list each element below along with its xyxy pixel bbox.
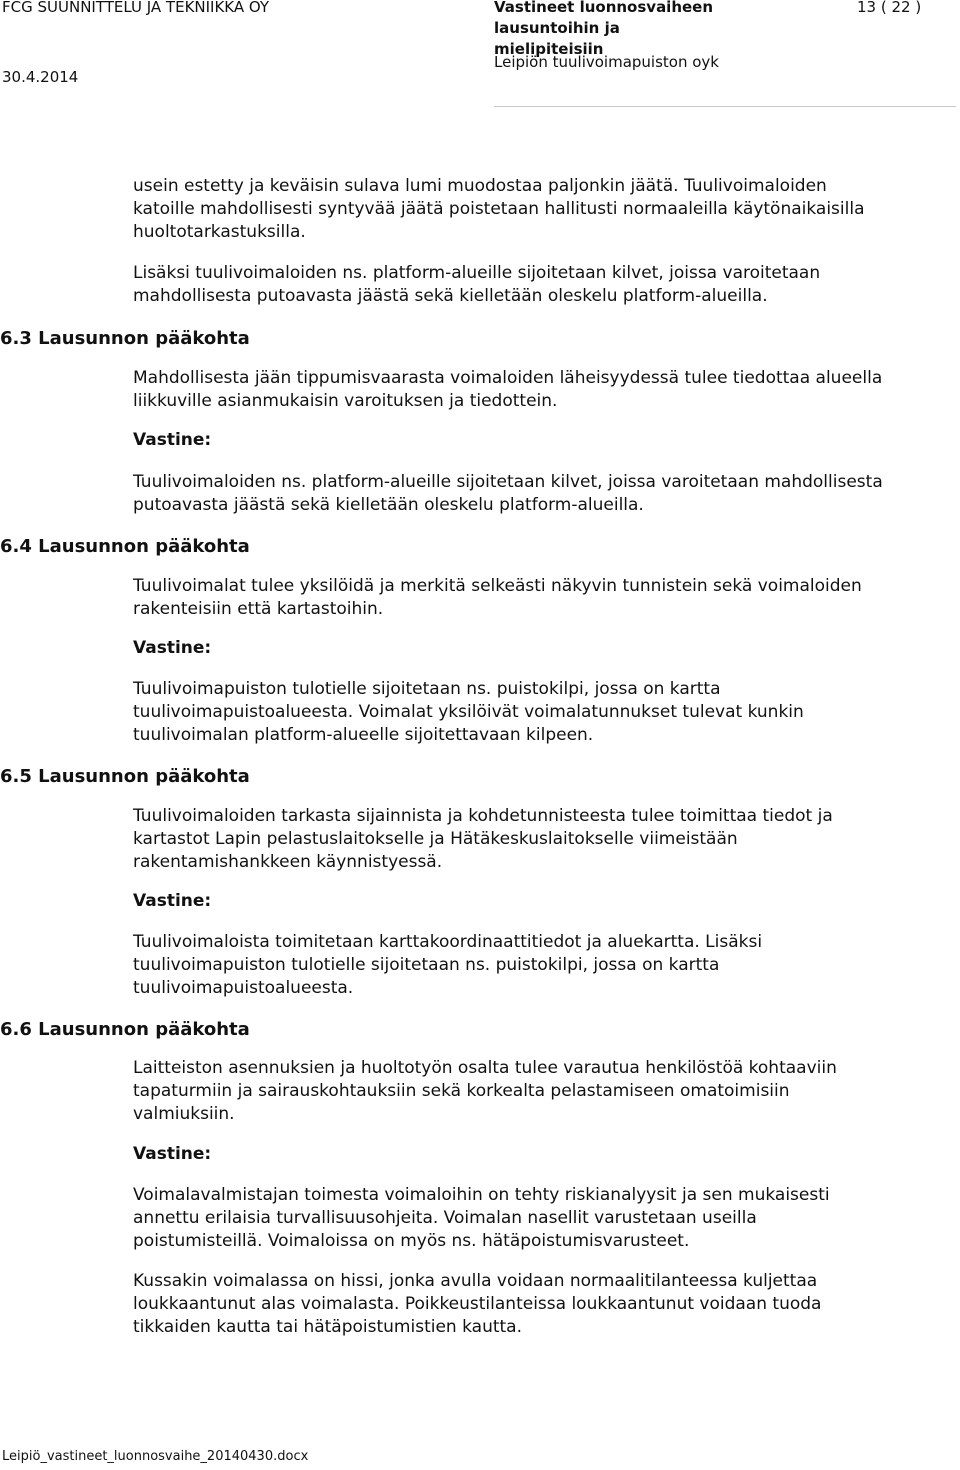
intro-paragraph-1: usein estetty ja keväisin sulava lumi muodostaa paljonkin jäätä. Tuulivoimaloiden katoille mahdollisesti syntyvää jäätä poistetaan hallitusti normaaleilla käytönaikaisilla huoltotarkastuksilla. <box>133 176 865 242</box>
section-6-6-response-label: Vastine: <box>133 1144 212 1164</box>
company-name: FCG SUUNNITTELU JA TEKNIIKKA OY <box>2 0 270 16</box>
section-6-6-response-2: Kussakin voimalassa on hissi, jonka avulla voidaan normaalitilanteessa kuljettaa loukkaantunut alas voimalasta. Poikkeustilanteissa loukkaantunut voidaan tuoda tikkaiden kautta tai hätäpoistumistien kautta. <box>133 1271 822 1337</box>
section-6-3-response-label: Vastine: <box>133 430 212 450</box>
section-heading-6-6: 6.6 Lausunnon pääkohta <box>0 1019 250 1040</box>
section-6-3-statement: Mahdollisesta jään tippumisvaarasta voimaloiden läheisyydessä tulee tiedottaa alueella liikkuville asianmukaisin varoituksen ja tiedottein. <box>133 368 883 411</box>
header-divider <box>494 106 956 107</box>
document-subtitle: Leipiön tuulivoimapuiston oyk <box>494 53 719 71</box>
footer-filename: Leipiö_vastineet_luonnosvaihe_20140430.docx <box>2 1449 309 1464</box>
section-6-5-statement: Tuulivoimaloiden tarkasta sijainnista ja kohdetunnisteesta tulee toimittaa tiedot ja kartastot Lapin pelastuslaitokselle ja Hätäkeskuslaitokselle viimeistään rakentamishankkeen käynnistyessä. <box>133 806 833 872</box>
section-6-4-statement: Tuulivoimalat tulee yksilöidä ja merkitä selkeästi näkyvin tunnistein sekä voimaloiden rakenteisiin että kartastoihin. <box>133 576 862 619</box>
section-6-6-response: Voimalavalmistajan toimesta voimaloihin on tehty riskianalyysit ja sen mukaisesti annettu erilaisia turvallisuusohjeita. Voimalan nasellit varustetaan useilla poistumisteillä. Voimaloissa on myös ns. hätäpoistumisvarusteet. <box>133 1185 830 1251</box>
section-6-3-response: Tuulivoimaloiden ns. platform-alueille sijoitetaan kilvet, joissa varoitetaan mahdollisesta putoavasta jäästä sekä kielletään oleskelu platform-alueilla. <box>133 472 883 515</box>
section-6-5-response: Tuulivoimaloista toimitetaan karttakoordinaattitiedot ja aluekartta. Lisäksi tuulivoimapuiston tulotielle sijoitetaan ns. puistokilpi, jossa on kartta tuulivoimapuistoalueesta. <box>133 932 763 998</box>
section-6-5-response-label: Vastine: <box>133 891 212 911</box>
section-heading-6-3: 6.3 Lausunnon pääkohta <box>0 328 250 349</box>
section-6-6-statement: Laitteiston asennuksien ja huoltotyön osalta tulee varautua henkilöstöä kohtaaviin tapaturmiin ja sairauskohtauksiin sekä korkealta pelastamiseen omatoimisiin valmiuksiin. <box>133 1058 837 1124</box>
section-heading-6-4: 6.4 Lausunnon pääkohta <box>0 536 250 557</box>
section-heading-6-5: 6.5 Lausunnon pääkohta <box>0 766 250 787</box>
section-6-4-response: Tuulivoimapuiston tulotielle sijoitetaan ns. puistokilpi, jossa on kartta tuulivoimapuistoalueesta. Voimalat yksilöivät voimalatunnukset tulevat kunkin tuulivoimalan platform-alueelle sijoitettavaan kilpeen. <box>133 679 804 745</box>
document-date: 30.4.2014 <box>2 68 79 86</box>
section-6-4-response-label: Vastine: <box>133 638 212 658</box>
intro-paragraph-2: Lisäksi tuulivoimaloiden ns. platform-alueille sijoitetaan kilvet, joissa varoitetaan mahdollisesta putoavasta jäästä sekä kielletään oleskelu platform-alueilla. <box>133 263 821 306</box>
page-number: 13 ( 22 ) <box>857 0 922 16</box>
document-title: Vastineet luonnosvaiheen lausuntoihin ja mielipiteisiin <box>494 0 714 58</box>
